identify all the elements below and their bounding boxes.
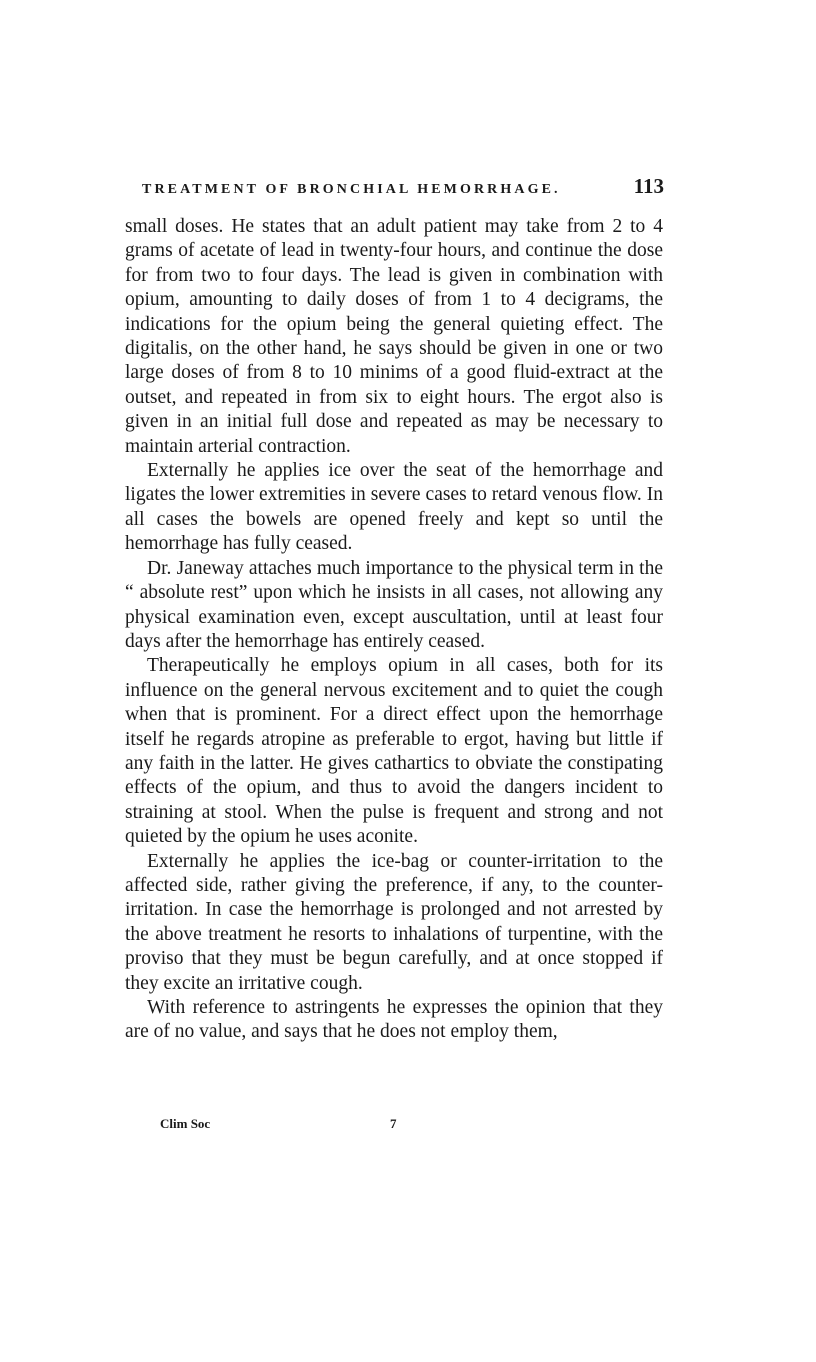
paragraph-continued: small doses. He states that an adult patient may take from 2 to 4 grams of acetate of lead in twenty-four hours, and continue the dose for from two to four days. The lead is given in combination with opium, amounting to daily doses of from 1 to 4 decigrams, the indications for the opium being the general quieting effect. The digitalis, on the other hand, he says should be given in one or two large doses of from 8 to 10 minims of a good fluid-extract at the outset, and repeated in from six to eight hours. The ergot also is given in an initial full dose and repeated as may be necessary to maintain arterial contraction. [125,216,663,457]
signature-number: 7 [390,1116,397,1131]
signature-line [160,1116,420,1136]
paragraph-janeway: Dr. Janeway attaches much importance to the physical term in the “ absolute rest” upon which he insists in all cases, not allowing any physical examination even, except auscultation, until at least four days after the hemorrhage has entirely ceased. [125,557,663,652]
running-head [142,174,664,200]
running-title: TREATMENT OF BRONCHIAL HEMORRHAGE. [142,182,561,197]
body-text [125,215,663,1045]
paragraph-astringents: With reference to astringents he expresses the opinion that they are of no value, and says that he does not employ them, [125,997,663,1043]
paragraph-therapeutically: Therapeutically he employs opium in all cases, both for its influence on the general nervous excitement and to quiet the cough when that is prominent. For a direct effect upon the hemorrhage itself he regards atropine as preferable to ergot, having but little if any faith in the latter. He gives cathartics to obviate the constipating effects of the opium, and thus to avoid the dangers incident to straining at stool. When the pulse is frequent and strong and not quieted by the opium he uses aconite. [125,655,663,848]
signature-mark: Clim Soc [160,1116,211,1131]
paragraph-externally-icebag: Externally he applies the ice-bag or counter-irritation to the affected side, rather giving the preference, if any, to the counter-irritation. In case the hemorrhage is prolonged and not arrested by the above treatment he resorts to inhalations of turpentine, with the proviso that they must be begun carefully, and at once stopped if they excite an irritative cough. [125,850,663,994]
page-number: 113 [633,174,664,198]
paragraph-externally-ice: Externally he applies ice over the seat of the hemorrhage and ligates the lower extremities in severe cases to retard venous flow. In all cases the bowels are opened freely and kept so until the hemorrhage has fully ceased. [125,460,663,555]
